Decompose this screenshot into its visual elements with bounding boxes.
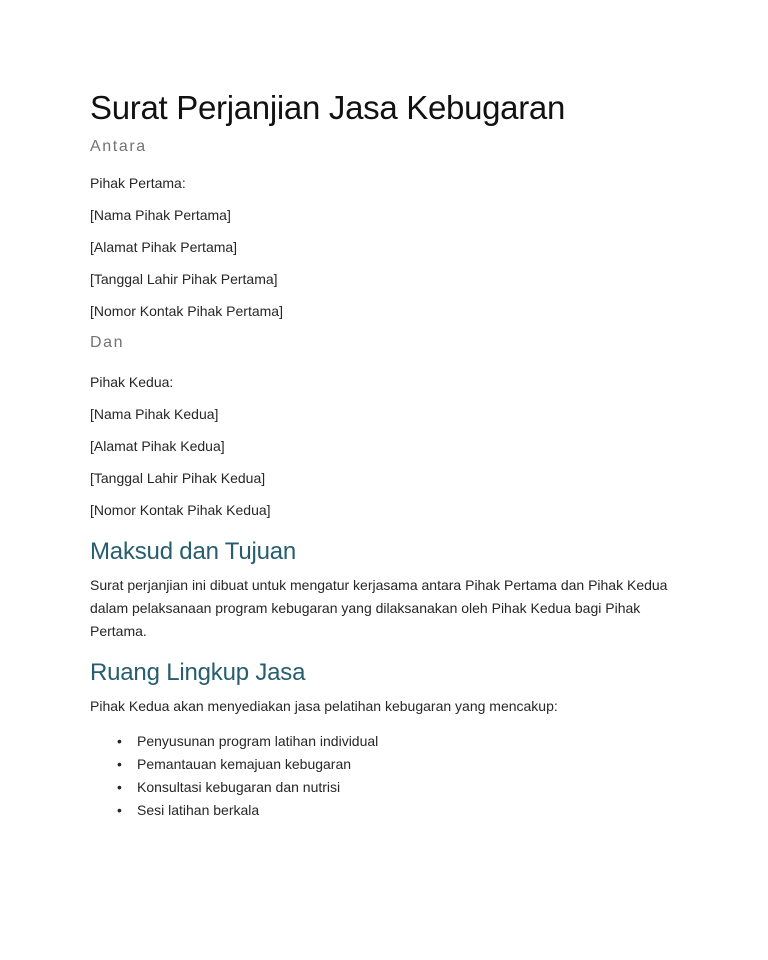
- bullet-icon: •: [117, 733, 122, 749]
- party-second-label: Pihak Kedua:: [90, 374, 174, 390]
- scope-bullet-list: [90, 730, 678, 822]
- list-item: [90, 799, 678, 822]
- party-first-contact-placeholder: [Nomor Kontak Pihak Pertama]: [90, 303, 283, 319]
- party-second-contact-placeholder: [Nomor Kontak Pihak Kedua]: [90, 502, 271, 518]
- bullet-icon: •: [117, 802, 122, 818]
- list-item-label: Pemantauan kemajuan kebugaran: [137, 756, 352, 772]
- section-heading-ruang-lingkup-jasa: Ruang Lingkup Jasa: [90, 659, 306, 686]
- list-item-label: Penyusunan program latihan individual: [137, 733, 379, 749]
- party-first-label: Pihak Pertama:: [90, 175, 186, 191]
- section-maksud-body: Surat perjanjian ini dibuat untuk mengatur kerjasama antara Pihak Pertama dan Pihak Kedua dalam pelaksanaan program kebugaran yang dilaksanakan oleh Pihak Kedua bagi Pihak Pertama.: [90, 577, 668, 639]
- bullet-icon: •: [117, 779, 122, 795]
- section-ruang-lingkup-body: Pihak Kedua akan menyediakan jasa pelatihan kebugaran yang mencakup:: [90, 698, 558, 714]
- list-item-label: Konsultasi kebugaran dan nutrisi: [137, 779, 341, 795]
- subtitle-antara: Antara: [90, 138, 147, 155]
- list-item-label: Sesi latihan berkala: [137, 802, 260, 818]
- party-second-name-placeholder: [Nama Pihak Kedua]: [90, 406, 219, 422]
- party-first-birthdate-placeholder: [Tanggal Lahir Pihak Pertama]: [90, 271, 278, 287]
- subtitle-dan: Dan: [90, 334, 125, 351]
- party-first-address-placeholder: [Alamat Pihak Pertama]: [90, 239, 238, 255]
- list-item: [90, 753, 678, 776]
- section-heading-maksud-dan-tujuan: Maksud dan Tujuan: [90, 538, 297, 565]
- bullet-icon: •: [117, 756, 122, 772]
- party-second-birthdate-placeholder: [Tanggal Lahir Pihak Kedua]: [90, 470, 266, 486]
- document-title: Surat Perjanjian Jasa Kebugaran: [90, 89, 566, 126]
- party-second-address-placeholder: [Alamat Pihak Kedua]: [90, 438, 225, 454]
- list-item: [90, 730, 678, 753]
- list-item: [90, 776, 678, 799]
- party-first-name-placeholder: [Nama Pihak Pertama]: [90, 207, 231, 223]
